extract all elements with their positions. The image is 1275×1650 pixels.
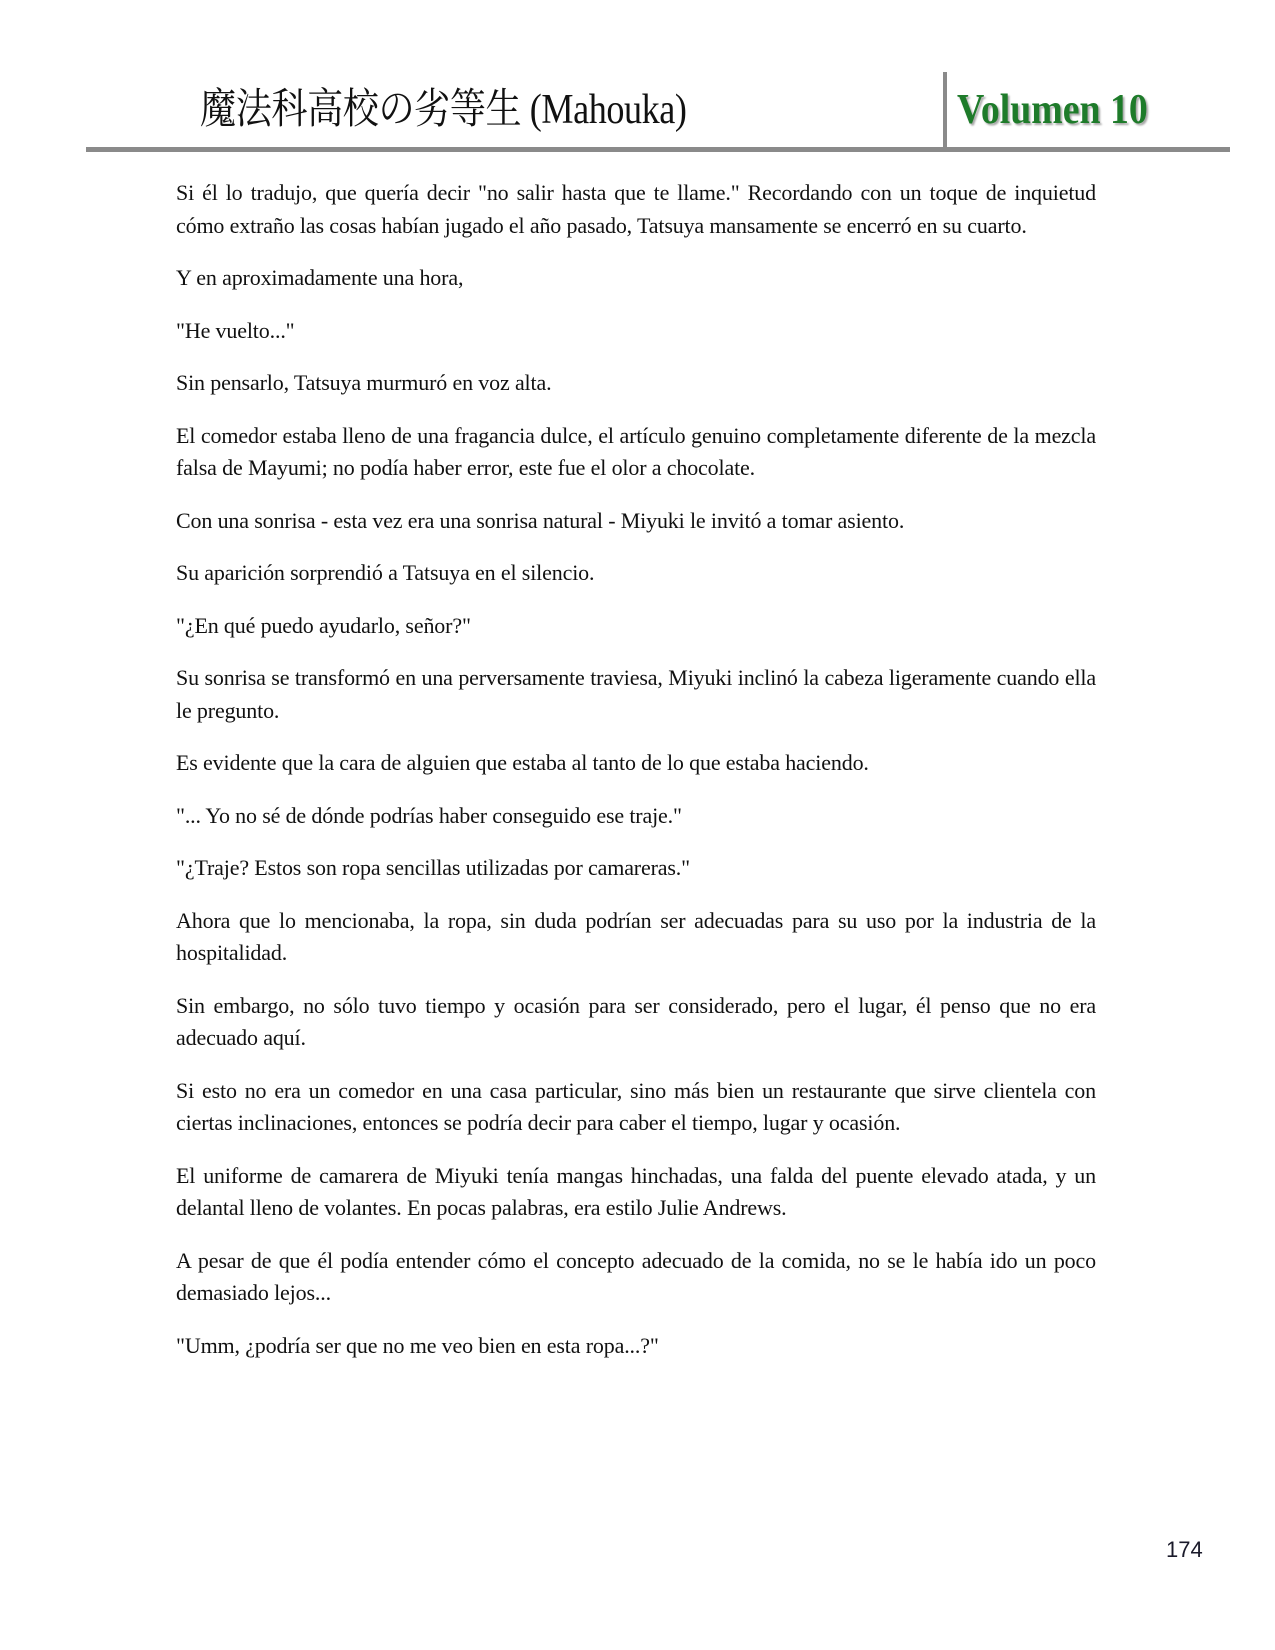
paragraph: "¿Traje? Estos son ropa sencillas utilizadas por camareras." <box>176 855 690 880</box>
paragraph: "Umm, ¿podría ser que no me veo bien en esta ropa...?" <box>176 1332 659 1358</box>
paragraph: Con una sonrisa - esta vez era una sonrisa natural - Miyuki le invitó a tomar asiento. <box>176 507 905 533</box>
paragraph: "He vuelto..." <box>176 317 295 343</box>
paragraph: El uniforme de camarera de Miyuki tenía mangas hinchadas, una falda del puente elevado atada, y un delantal lleno de volantes. En pocas palabras, era estilo Julie Andrews. <box>176 1162 1096 1220</box>
paragraph: Si él lo tradujo, que quería decir "no salir hasta que te llame." Recordando con un toque de inquietud cómo extraño las cosas habían jugado el año pasado, Tatsuya mansamente se encerró en su cuarto. <box>176 180 1096 238</box>
header-rule <box>86 147 1230 152</box>
paragraph: A pesar de que él podía entender cómo el concepto adecuado de la comida, no se le había ido un poco demasiado lejos... <box>176 1247 1096 1305</box>
series-title: 魔法科高校の劣等生 (Mahouka) <box>200 87 687 133</box>
volume-label: Volumen 10 <box>957 87 1148 133</box>
paragraph: Es evidente que la cara de alguien que estaba al tanto de lo que estaba haciendo. <box>176 750 869 775</box>
paragraph: Si esto no era un comedor en una casa particular, sino más bien un restaurante que sirve clientela con ciertas inclinaciones, entonces se podría decir para caber el tiempo, lugar y ocasión. <box>176 1077 1096 1135</box>
paragraph: Sin pensarlo, Tatsuya murmuró en voz alta. <box>176 370 552 395</box>
body-text <box>176 177 1096 1382</box>
paragraph: Su aparición sorprendió a Tatsuya en el silencio. <box>176 560 595 585</box>
page-header <box>0 0 1275 160</box>
paragraph: "¿En qué puedo ayudarlo, señor?" <box>176 612 471 638</box>
paragraph: El comedor estaba lleno de una fragancia dulce, el artículo genuino completamente diferente de la mezcla falsa de Mayumi; no podía haber error, este fue el olor a chocolate. <box>176 422 1096 480</box>
paragraph: Su sonrisa se transformó en una perversamente traviesa, Miyuki inclinó la cabeza ligeramente cuando ella le pregunto. <box>176 665 1096 723</box>
page-number: 174 <box>1166 1537 1203 1562</box>
paragraph: "... Yo no sé de dónde podrías haber conseguido ese traje." <box>176 802 682 828</box>
paragraph: Ahora que lo mencionaba, la ropa, sin duda podrían ser adecuadas para su uso por la industria de la hospitalidad. <box>176 907 1096 965</box>
header-divider <box>943 72 947 150</box>
paragraph: Y en aproximadamente una hora, <box>176 265 464 290</box>
paragraph: Sin embargo, no sólo tuvo tiempo y ocasión para ser considerado, pero el lugar, él penso que no era adecuado aquí. <box>176 992 1096 1050</box>
